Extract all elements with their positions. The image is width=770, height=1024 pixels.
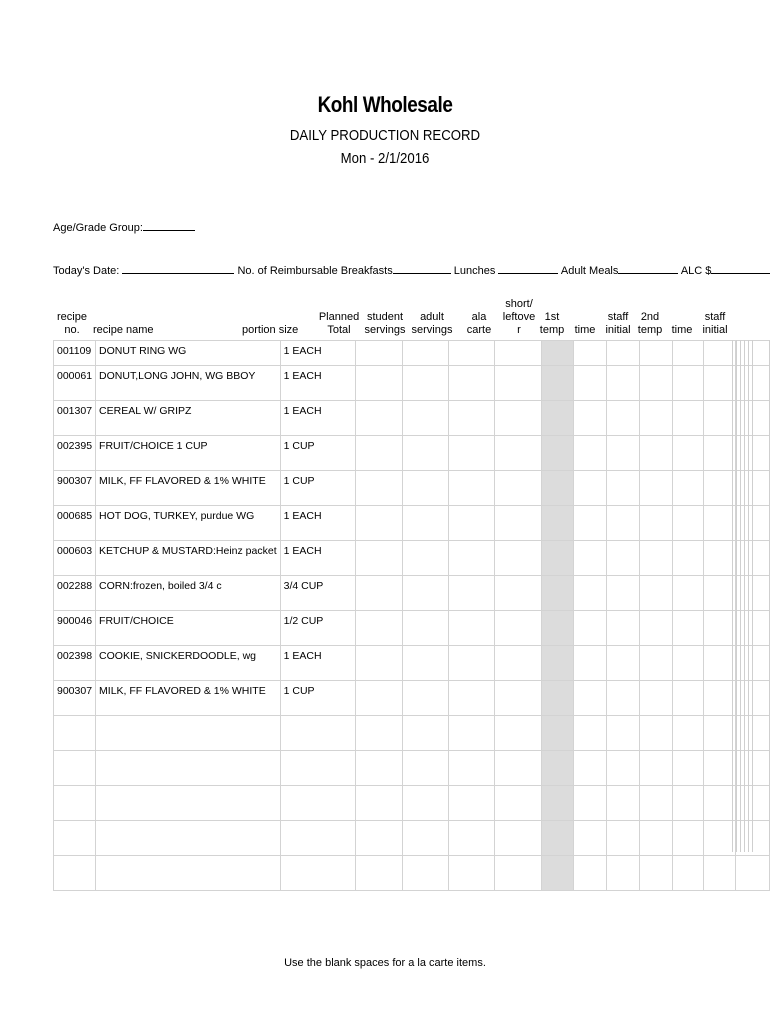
entry-cell[interactable] — [402, 576, 448, 611]
entry-cell[interactable] — [704, 716, 736, 751]
col-header-adult-servings: adult servings — [411, 311, 453, 336]
portion-size-cell: 1 CUP — [280, 471, 356, 506]
entry-cell[interactable] — [574, 751, 607, 786]
entry-cell[interactable] — [541, 471, 574, 506]
col-header-ala-carte: ala carte — [466, 311, 492, 336]
entry-cell[interactable] — [574, 506, 607, 541]
table-row — [54, 681, 770, 716]
entry-cell[interactable] — [402, 366, 448, 401]
entry-cell[interactable] — [356, 506, 403, 541]
entry-cell[interactable] — [704, 471, 736, 506]
entry-cell[interactable] — [96, 716, 281, 751]
recipe-name-cell: FRUIT/CHOICE — [96, 611, 281, 646]
right-margin-lines — [732, 340, 770, 852]
entry-cell[interactable] — [96, 786, 281, 821]
entry-cell[interactable] — [672, 611, 704, 646]
col-header-second-temp: 2nd temp — [637, 311, 663, 336]
entry-cell[interactable] — [402, 611, 448, 646]
blank-table-row — [54, 821, 770, 856]
entry-cell[interactable] — [448, 611, 495, 646]
entry-cell[interactable] — [54, 786, 96, 821]
entry-cell[interactable] — [96, 821, 281, 856]
entry-cell[interactable] — [402, 821, 448, 856]
entry-cell[interactable] — [704, 576, 736, 611]
recipe-no-cell: 000061 — [54, 366, 96, 401]
entry-cell[interactable] — [639, 506, 672, 541]
entry-cell[interactable] — [448, 646, 495, 681]
entry-cell[interactable] — [448, 786, 495, 821]
portion-size-cell: 1 EACH — [280, 646, 356, 681]
blank-table-row — [54, 786, 770, 821]
recipe-no-cell: 900307 — [54, 471, 96, 506]
entry-cell[interactable] — [541, 646, 574, 681]
entry-cell[interactable] — [541, 786, 574, 821]
entry-cell[interactable] — [672, 786, 704, 821]
entry-cell[interactable] — [541, 821, 574, 856]
age-group-field — [53, 220, 195, 234]
entry-cell[interactable] — [402, 541, 448, 576]
entry-cell[interactable] — [704, 751, 736, 786]
entry-cell[interactable] — [672, 401, 704, 436]
entry-cell[interactable] — [495, 611, 542, 646]
entry-cell[interactable] — [54, 821, 96, 856]
entry-cell[interactable] — [574, 341, 607, 366]
col-header-time-2: time — [671, 324, 693, 336]
table-row — [54, 611, 770, 646]
portion-size-cell: 1 EACH — [280, 341, 356, 366]
entry-cell[interactable] — [356, 751, 403, 786]
recipe-no-cell: 001109 — [54, 341, 96, 366]
entry-cell[interactable] — [639, 611, 672, 646]
production-table — [53, 340, 770, 891]
entry-cell[interactable] — [574, 716, 607, 751]
entry-cell[interactable] — [607, 401, 640, 436]
entry-cell[interactable] — [639, 471, 672, 506]
entry-cell[interactable] — [672, 821, 704, 856]
recipe-name-cell: KETCHUP & MUSTARD:Heinz packet — [96, 541, 281, 576]
entry-cell[interactable] — [495, 751, 542, 786]
entry-cell[interactable] — [280, 856, 356, 891]
entry-cell[interactable] — [607, 576, 640, 611]
entry-cell[interactable] — [607, 541, 640, 576]
entry-cell[interactable] — [541, 751, 574, 786]
entry-cell[interactable] — [356, 821, 403, 856]
entry-cell[interactable] — [639, 541, 672, 576]
entry-cell[interactable] — [672, 366, 704, 401]
recipe-no-cell: 002398 — [54, 646, 96, 681]
recipe-name-cell: FRUIT/CHOICE 1 CUP — [96, 436, 281, 471]
entry-cell[interactable] — [574, 436, 607, 471]
entry-cell[interactable] — [448, 751, 495, 786]
entry-cell[interactable] — [574, 786, 607, 821]
col-header-time-1: time — [574, 324, 596, 336]
entry-cell[interactable] — [639, 786, 672, 821]
entry-cell[interactable] — [639, 716, 672, 751]
entry-cell[interactable] — [672, 471, 704, 506]
entry-cell[interactable] — [541, 366, 574, 401]
recipe-name-cell: MILK, FF FLAVORED & 1% WHITE — [96, 681, 281, 716]
entry-cell[interactable] — [280, 821, 356, 856]
entry-cell[interactable] — [639, 821, 672, 856]
recipe-name-cell: HOT DOG, TURKEY, purdue WG — [96, 506, 281, 541]
recipe-no-cell: 900307 — [54, 681, 96, 716]
entry-cell[interactable] — [356, 716, 403, 751]
entry-cell[interactable] — [574, 541, 607, 576]
entry-cell[interactable] — [574, 471, 607, 506]
entry-cell[interactable] — [448, 506, 495, 541]
table-row — [54, 401, 770, 436]
entry-cell[interactable] — [639, 576, 672, 611]
entry-cell[interactable] — [574, 856, 607, 891]
entry-cell[interactable] — [356, 856, 403, 891]
entry-cell[interactable] — [402, 401, 448, 436]
portion-size-cell: 1 EACH — [280, 366, 356, 401]
todays-date-label: Today's Date: — [53, 265, 120, 277]
portion-size-cell: 3/4 CUP — [280, 576, 356, 611]
entry-cell[interactable] — [356, 611, 403, 646]
entry-cell[interactable] — [356, 366, 403, 401]
entry-cell[interactable] — [448, 341, 495, 366]
portion-size-cell: 1 CUP — [280, 681, 356, 716]
col-header-recipe-name: recipe name — [93, 324, 154, 336]
entry-cell[interactable] — [541, 681, 574, 716]
col-header-short-leftover: short/ leftove r — [502, 298, 536, 336]
entry-cell[interactable] — [639, 366, 672, 401]
blank-table-row — [54, 716, 770, 751]
entry-cell[interactable] — [448, 541, 495, 576]
entry-cell[interactable] — [672, 541, 704, 576]
entry-cell[interactable] — [495, 341, 542, 366]
entry-cell[interactable] — [704, 856, 736, 891]
entry-cell[interactable] — [607, 751, 640, 786]
entry-cell[interactable] — [639, 401, 672, 436]
entry-cell[interactable] — [704, 681, 736, 716]
recipe-name-cell: DONUT,LONG JOHN, WG BBOY — [96, 366, 281, 401]
adult-meals-input[interactable] — [618, 263, 678, 274]
entry-cell[interactable] — [704, 401, 736, 436]
entry-cell[interactable] — [639, 856, 672, 891]
entry-cell[interactable] — [356, 646, 403, 681]
table-row — [54, 541, 770, 576]
entry-cell[interactable] — [402, 681, 448, 716]
entry-cell[interactable] — [672, 681, 704, 716]
entry-cell[interactable] — [607, 821, 640, 856]
entry-cell[interactable] — [495, 786, 542, 821]
entry-cell[interactable] — [356, 401, 403, 436]
entry-cell[interactable] — [448, 576, 495, 611]
entry-cell[interactable] — [96, 856, 281, 891]
todays-date-input[interactable] — [122, 263, 234, 274]
recipe-name-cell: CORN:frozen, boiled 3/4 c — [96, 576, 281, 611]
table-row — [54, 646, 770, 681]
table-row — [54, 471, 770, 506]
entry-cell[interactable] — [356, 541, 403, 576]
entry-cell[interactable] — [402, 786, 448, 821]
table-row — [54, 436, 770, 471]
entry-cell[interactable] — [574, 401, 607, 436]
entry-cell[interactable] — [495, 366, 542, 401]
entry-cell[interactable] — [639, 681, 672, 716]
col-header-portion-size: portion size — [242, 324, 299, 336]
table-row — [54, 341, 770, 366]
recipe-no-cell: 000685 — [54, 506, 96, 541]
entry-cell[interactable] — [448, 366, 495, 401]
recipe-no-cell: 900046 — [54, 611, 96, 646]
table-row — [54, 576, 770, 611]
entry-cell[interactable] — [280, 786, 356, 821]
entry-cell[interactable] — [356, 436, 403, 471]
entry-cell[interactable] — [495, 576, 542, 611]
recipe-no-cell: 001307 — [54, 401, 96, 436]
recipe-name-cell: DONUT RING WG — [96, 341, 281, 366]
blank-table-row — [54, 856, 770, 891]
entry-cell[interactable] — [356, 471, 403, 506]
entry-cell[interactable] — [54, 856, 96, 891]
entry-cell[interactable] — [704, 821, 736, 856]
entry-cell[interactable] — [607, 856, 640, 891]
alc-input[interactable] — [711, 263, 770, 274]
entry-cell[interactable] — [574, 646, 607, 681]
entry-cell[interactable] — [402, 646, 448, 681]
alc-label: ALC $ — [680, 265, 712, 277]
entry-cell[interactable] — [574, 576, 607, 611]
entry-cell[interactable] — [402, 716, 448, 751]
recipe-name-cell: MILK, FF FLAVORED & 1% WHITE — [96, 471, 281, 506]
entry-cell[interactable] — [607, 681, 640, 716]
age-group-input[interactable] — [143, 220, 195, 231]
portion-size-cell: 1 EACH — [280, 541, 356, 576]
entry-cell[interactable] — [704, 646, 736, 681]
record-title: DAILY PRODUCTION RECORD — [289, 127, 481, 144]
entry-cell[interactable] — [495, 436, 542, 471]
col-header-planned-total: Planned Total — [318, 311, 360, 336]
portion-size-cell: 1/2 CUP — [280, 611, 356, 646]
entry-cell[interactable] — [356, 576, 403, 611]
entry-cell[interactable] — [607, 716, 640, 751]
col-header-recipe-no: recipe no. — [57, 311, 87, 336]
blank-table-row — [54, 751, 770, 786]
entry-cell[interactable] — [574, 611, 607, 646]
entry-cell[interactable] — [541, 541, 574, 576]
company-name: Kohl Wholesale — [317, 92, 453, 117]
entry-cell[interactable] — [402, 856, 448, 891]
entry-cell[interactable] — [541, 576, 574, 611]
entry-cell[interactable] — [607, 611, 640, 646]
meal-counts-line — [53, 263, 770, 277]
entry-cell[interactable] — [541, 611, 574, 646]
recipe-name-cell: COOKIE, SNICKERDOODLE, wg — [96, 646, 281, 681]
entry-cell[interactable] — [672, 856, 704, 891]
entry-cell[interactable] — [402, 751, 448, 786]
portion-size-cell: 1 EACH — [280, 401, 356, 436]
entry-cell[interactable] — [495, 856, 542, 891]
entry-cell[interactable] — [54, 716, 96, 751]
entry-cell[interactable] — [495, 681, 542, 716]
entry-cell[interactable] — [541, 436, 574, 471]
entry-cell[interactable] — [402, 341, 448, 366]
entry-cell[interactable] — [448, 401, 495, 436]
entry-cell[interactable] — [607, 436, 640, 471]
lunches-input[interactable] — [498, 263, 558, 274]
entry-cell[interactable] — [541, 341, 574, 366]
portion-size-cell: 1 EACH — [280, 506, 356, 541]
entry-cell[interactable] — [541, 401, 574, 436]
entry-cell[interactable] — [639, 436, 672, 471]
entry-cell[interactable] — [495, 821, 542, 856]
entry-cell[interactable] — [54, 751, 96, 786]
entry-cell[interactable] — [672, 751, 704, 786]
recipe-no-cell: 002288 — [54, 576, 96, 611]
entry-cell[interactable] — [607, 341, 640, 366]
adult-meals-label: Adult Meals — [560, 265, 619, 277]
entry-cell[interactable] — [607, 786, 640, 821]
entry-cell[interactable] — [672, 436, 704, 471]
entry-cell[interactable] — [639, 751, 672, 786]
entry-cell[interactable] — [448, 471, 495, 506]
entry-cell[interactable] — [672, 506, 704, 541]
entry-cell[interactable] — [495, 401, 542, 436]
entry-cell[interactable] — [495, 506, 542, 541]
col-header-staff-initial-1: staff initial — [605, 311, 631, 336]
entry-cell[interactable] — [704, 366, 736, 401]
age-group-label: Age/Grade Group: — [53, 222, 143, 234]
entry-cell[interactable] — [672, 716, 704, 751]
entry-cell[interactable] — [356, 681, 403, 716]
entry-cell[interactable] — [607, 506, 640, 541]
entry-cell[interactable] — [672, 646, 704, 681]
entry-cell[interactable] — [574, 681, 607, 716]
entry-cell[interactable] — [448, 681, 495, 716]
entry-cell[interactable] — [607, 646, 640, 681]
entry-cell[interactable] — [402, 436, 448, 471]
recipe-name-cell: CEREAL W/ GRIPZ — [96, 401, 281, 436]
entry-cell[interactable] — [96, 751, 281, 786]
entry-cell[interactable] — [495, 716, 542, 751]
breakfasts-input[interactable] — [393, 263, 451, 274]
entry-cell[interactable] — [541, 506, 574, 541]
entry-cell[interactable] — [356, 341, 403, 366]
entry-cell[interactable] — [448, 716, 495, 751]
entry-cell[interactable] — [495, 471, 542, 506]
entry-cell[interactable] — [574, 821, 607, 856]
entry-cell[interactable] — [736, 856, 770, 891]
entry-cell[interactable] — [402, 506, 448, 541]
footer-note: Use the blank spaces for a la carte items. — [284, 957, 486, 969]
table-row — [54, 506, 770, 541]
recipe-no-cell: 002395 — [54, 436, 96, 471]
entry-cell[interactable] — [448, 821, 495, 856]
entry-cell[interactable] — [704, 786, 736, 821]
entry-cell[interactable] — [495, 646, 542, 681]
col-header-staff-initial-2: staff initial — [702, 311, 728, 336]
entry-cell[interactable] — [704, 341, 736, 366]
entry-cell[interactable] — [574, 366, 607, 401]
entry-cell[interactable] — [280, 751, 356, 786]
entry-cell[interactable] — [448, 856, 495, 891]
lunches-label: Lunches — [453, 265, 496, 277]
entry-cell[interactable] — [541, 856, 574, 891]
col-header-student-servings: student servings — [364, 311, 406, 336]
entry-cell[interactable] — [356, 786, 403, 821]
entry-cell[interactable] — [704, 611, 736, 646]
entry-cell[interactable] — [704, 541, 736, 576]
col-header-first-temp: 1st temp — [539, 311, 565, 336]
breakfasts-label: No. of Reimbursable Breakfasts — [237, 265, 393, 277]
entry-cell[interactable] — [672, 576, 704, 611]
entry-cell[interactable] — [704, 436, 736, 471]
entry-cell[interactable] — [402, 471, 448, 506]
entry-cell[interactable] — [541, 716, 574, 751]
record-date: Mon - 2/1/2016 — [340, 150, 430, 167]
entry-cell[interactable] — [639, 341, 672, 366]
table-row — [54, 366, 770, 401]
entry-cell[interactable] — [639, 646, 672, 681]
entry-cell[interactable] — [280, 716, 356, 751]
portion-size-cell: 1 CUP — [280, 436, 356, 471]
entry-cell[interactable] — [607, 366, 640, 401]
entry-cell[interactable] — [672, 341, 704, 366]
entry-cell[interactable] — [607, 471, 640, 506]
entry-cell[interactable] — [495, 541, 542, 576]
entry-cell[interactable] — [704, 506, 736, 541]
recipe-no-cell: 000603 — [54, 541, 96, 576]
entry-cell[interactable] — [448, 436, 495, 471]
